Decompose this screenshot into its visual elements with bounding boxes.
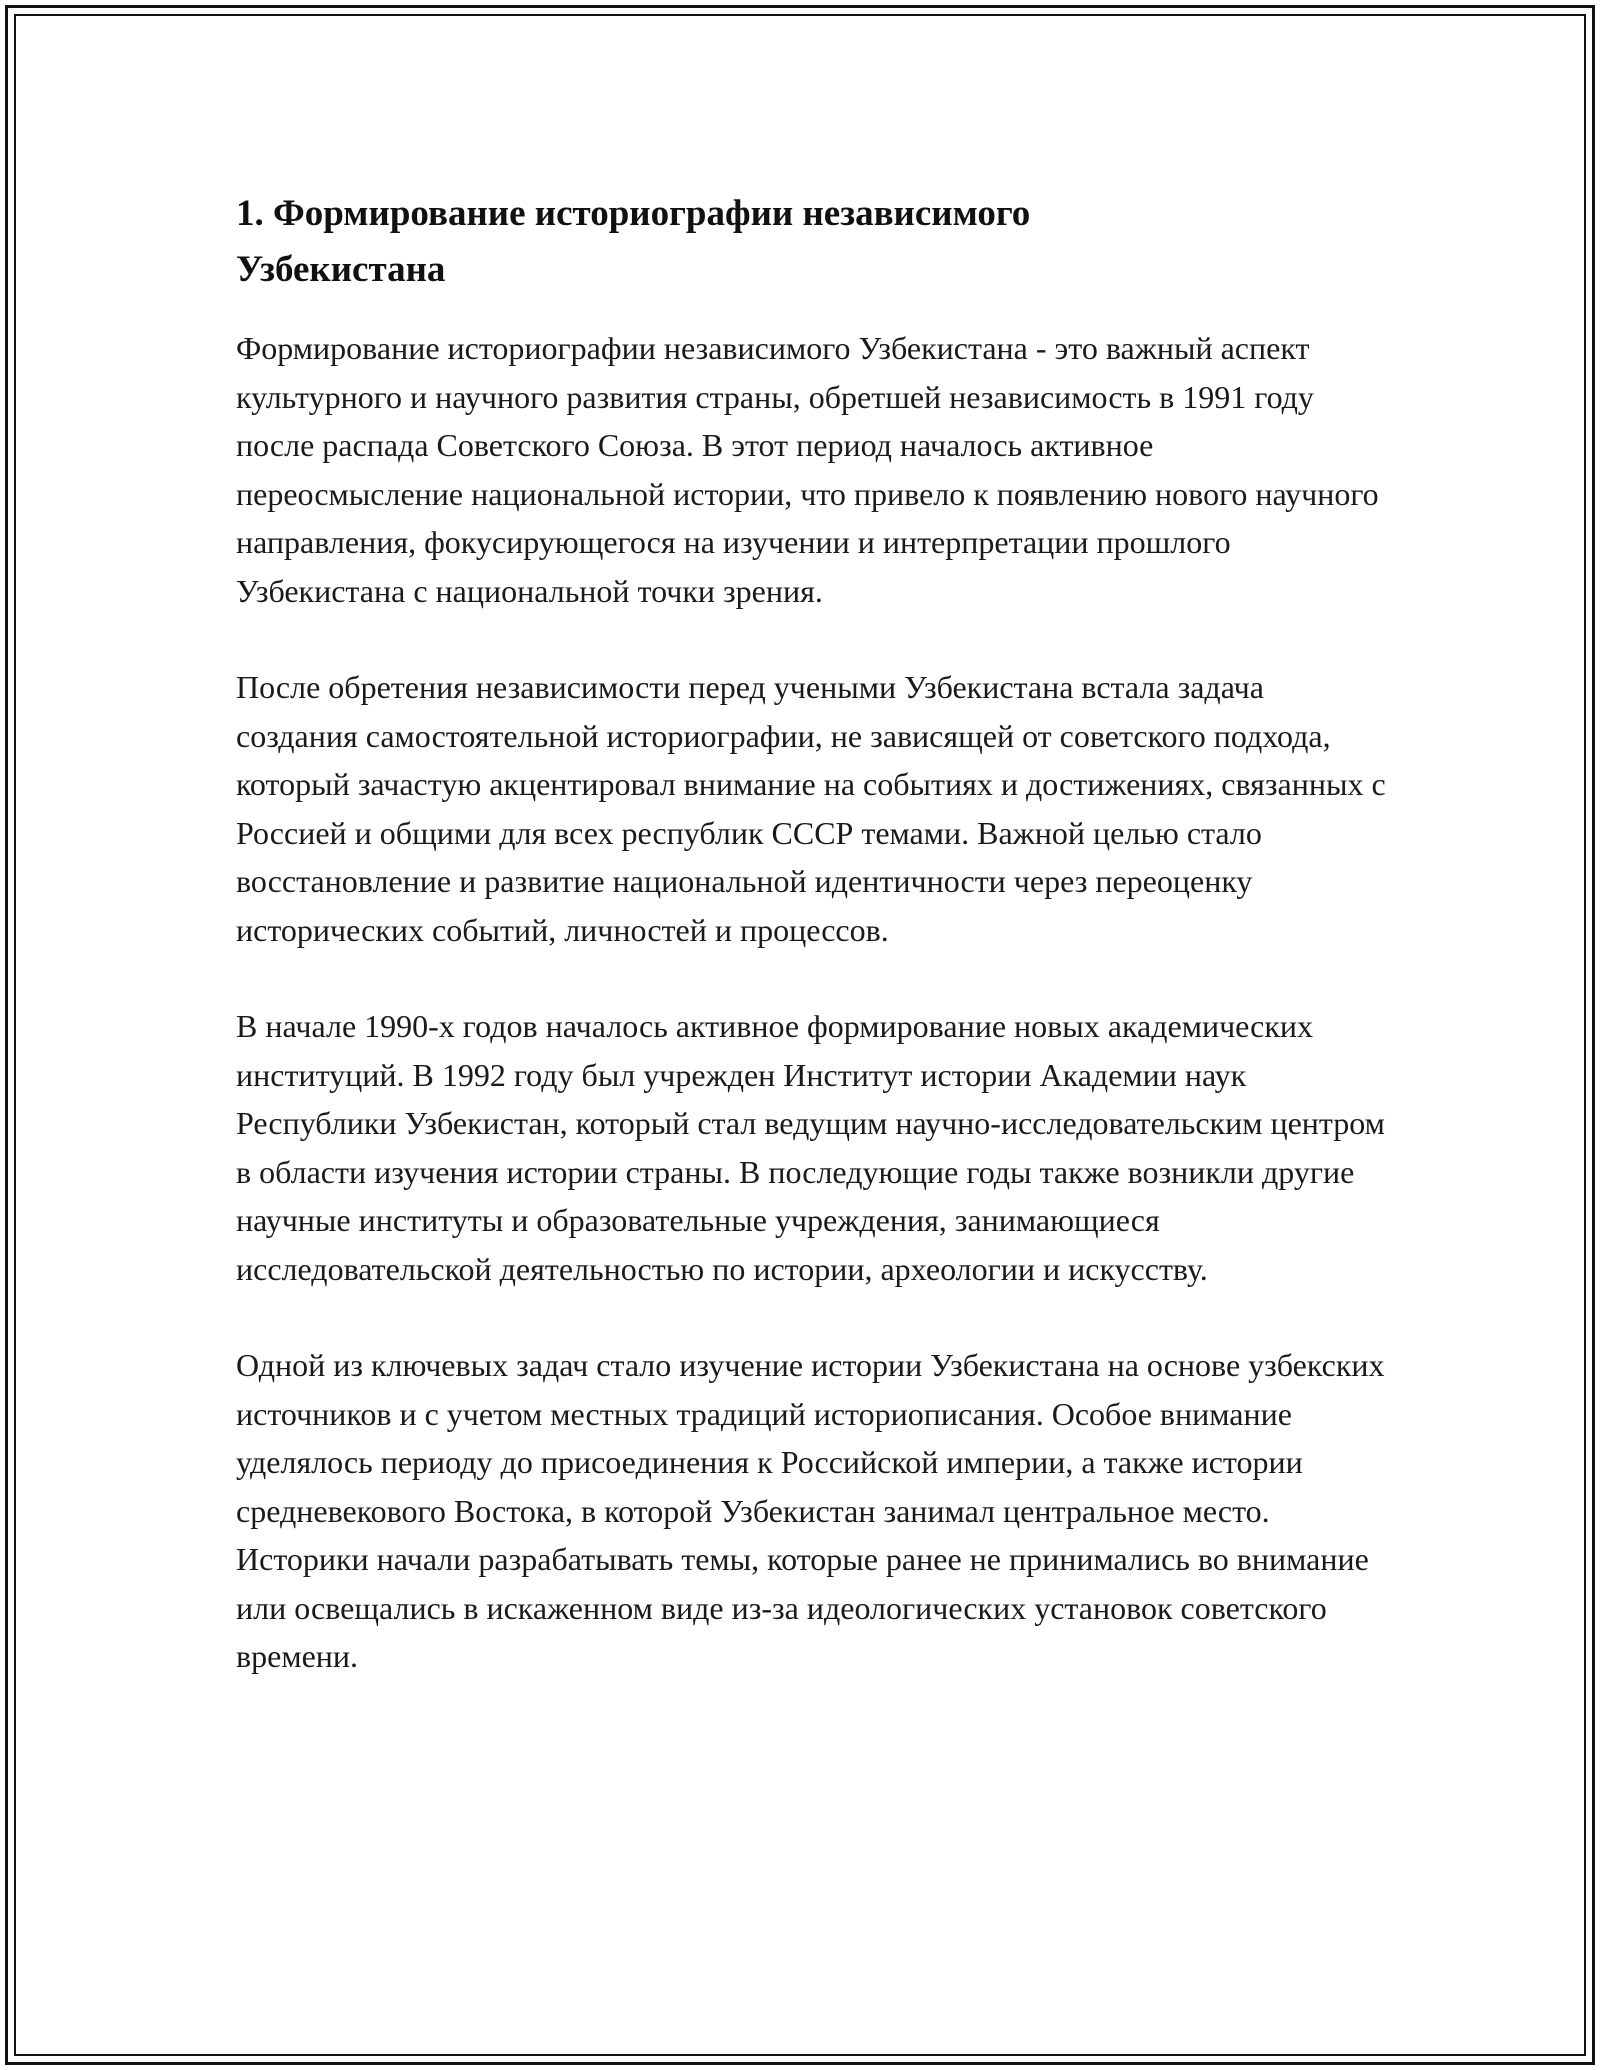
section-heading <box>236 186 1386 298</box>
paragraph-2: После обретения независимости перед учеными Узбекистана встала задача создания самостоятельной историографии, не зависящей от советского подхода, который зачастую акцентировал внимание на событиях и достижениях, связанных с Россией и общими для всех республик СССР темами. Важной целью стало восстановление и развитие национальной идентичности через переоценку исторических событий, личностей и процессов. <box>236 669 1386 948</box>
paragraph-1: Формирование историографии независимого Узбекистана - это важный аспект культурного и научного развития страны, обретшей независимость в 1991 году после распада Советского Союза. В этот период началось активное переосмысление национальной истории, что привело к появлению нового научного направления, фокусирующегося на изучении и интерпретации прошлого Узбекистана с национальной точки зрения. <box>236 330 1379 609</box>
paragraph-4: Одной из ключевых задач стало изучение истории Узбекистана на основе узбекских источников и с учетом местных традиций историописания. Особое внимание уделялось периоду до присоединения к Российской империи, а также истории средневекового Востока, в которой Узбекистан занимал центральное место. Историки начали разрабатывать темы, которые ранее не принимались во внимание или освещались в искаженном виде из-за идеологических установок советского времени. <box>236 1347 1385 1674</box>
section-heading-line-1: 1. Формирование историографии независимого <box>236 193 1031 234</box>
document-body <box>236 186 1386 1681</box>
paragraph-3: В начале 1990-х годов началось активное формирование новых академических институций. В 1992 году был учрежден Институт истории Академии наук Республики Узбекистан, который стал ведущим научно-исследовательским центром в области изучения истории страны. В последующие годы также возникли другие научные институты и образовательные учреждения, занимающиеся исследовательской деятельностью по истории, археологии и искусству. <box>236 1008 1385 1287</box>
section-heading-line-2: Узбекистана <box>236 249 446 290</box>
